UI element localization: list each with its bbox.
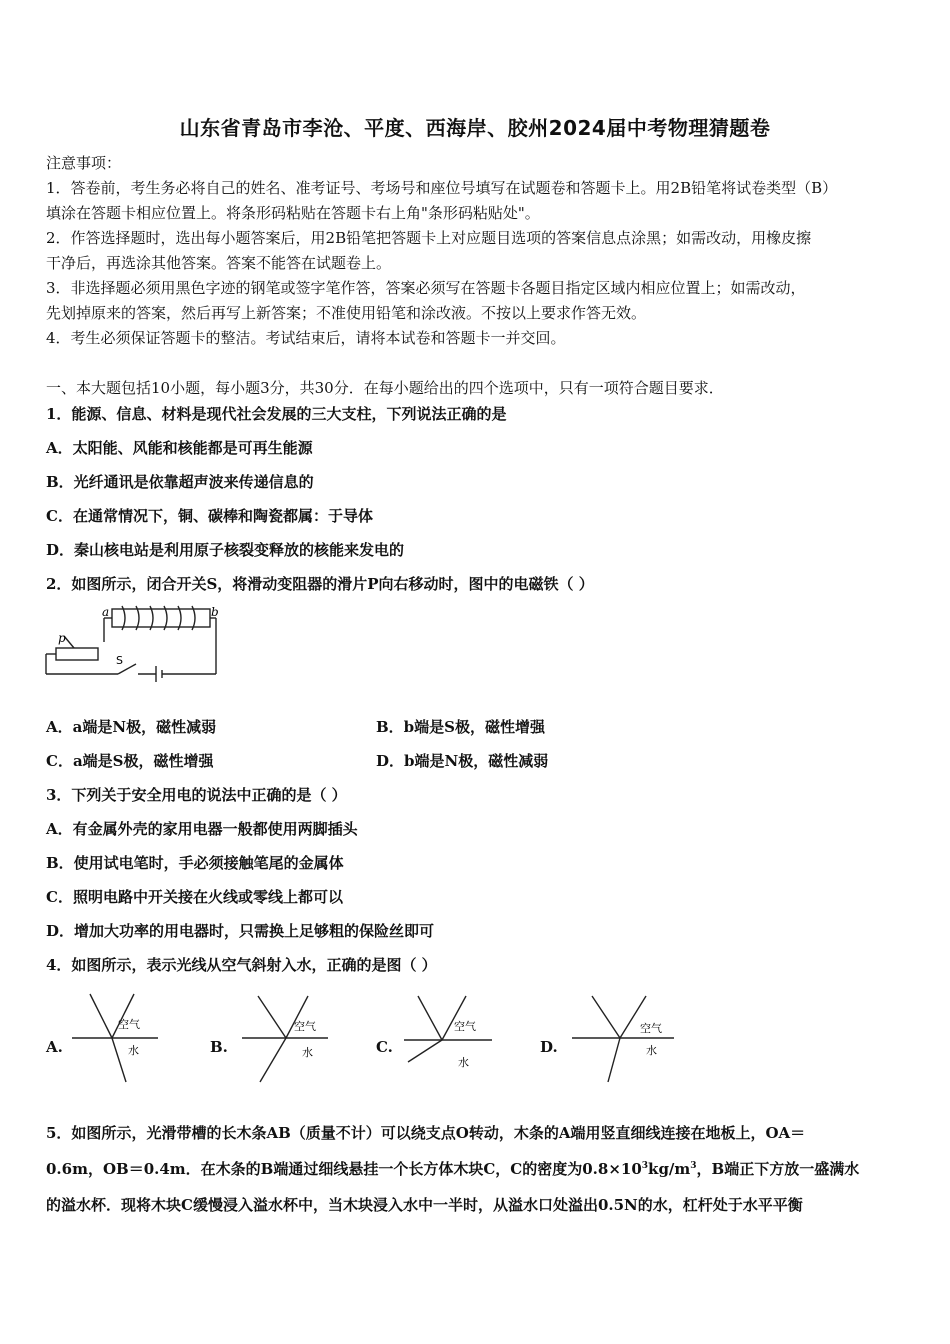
question-5-line2: [46, 1158, 908, 1179]
electromagnet-circuit-figure: [44, 602, 224, 692]
label-p: p: [58, 631, 66, 645]
refraction-figure-a: [72, 990, 162, 1086]
notice-heading: 注意事项：: [46, 154, 122, 172]
q3-option-d: D．增加大功率的用电器时，只需换上足够粗的保险丝即可: [46, 922, 435, 940]
air-label: 空气: [118, 1018, 140, 1031]
notice-line: 4．考生必须保证答题卡的整洁。考试结束后，请将本试卷和答题卡一并交回。: [46, 329, 566, 347]
refraction-figure-b: [236, 990, 332, 1086]
q3-option-a: A．有金属外壳的家用电器一般都使用两脚插头: [46, 820, 358, 838]
q4-choice-c: C.: [376, 1038, 393, 1056]
water-label: 水: [458, 1056, 469, 1069]
question-3-stem: 3．下列关于安全用电的说法中正确的是（ ）: [46, 786, 347, 804]
notice-line: 2．作答选择题时，选出每小题答案后，用2B铅笔把答题卡上对应题目选项的答案信息点涂黑；如需改动，用橡皮擦: [46, 229, 812, 247]
q2-option-d: D．b端是N极，磁性减弱: [376, 752, 549, 770]
air-label: 空气: [640, 1022, 662, 1035]
q2-option-b: B．b端是S极，磁性增强: [376, 718, 545, 736]
q1-option-b: B．光纤通讯是依靠超声波来传递信息的: [46, 473, 314, 491]
q5-exponent: 3: [641, 1161, 649, 1171]
water-label: 水: [128, 1044, 139, 1057]
refraction-figure-d: [570, 990, 680, 1086]
refraction-figure-c: [400, 990, 496, 1086]
page-title: 山东省青岛市李沧、平度、西海岸、胶州2024届中考物理猜题卷: [179, 116, 771, 140]
notice-line: 填涂在答题卡相应位置上。将条形码粘贴在答题卡右上角"条形码粘贴处"。: [46, 204, 540, 222]
q4-choice-a: A.: [46, 1038, 63, 1056]
question-5-line3: 的溢水杯．现将木块C缓慢浸入溢水杯中，当木块浸入水中一半时，从溢水口处溢出0.5N的水，杠杆处于水平平衡: [46, 1196, 803, 1214]
notice-line: 干净后，再选涂其他答案。答案不能答在试题卷上。: [46, 254, 392, 272]
notice-line: 3．非选择题必须用黑色字迹的钢笔或签字笔作答，答案必须写在答题卡各题目指定区域内相应位置上；如需改动，: [46, 279, 806, 297]
question-5-line1: 5．如图所示，光滑带槽的长木条AB（质量不计）可以绕支点O转动，木条的A端用竖直细线连接在地板上，OA＝: [46, 1124, 806, 1142]
q1-option-a: A．太阳能、风能和核能都是可再生能源: [46, 439, 313, 457]
section-heading: 一、本大题包括10小题，每小题3分，共30分．在每小题给出的四个选项中，只有一项符合题目要求．: [46, 379, 724, 397]
notice-line: 1．答卷前，考生务必将自己的姓名、准考证号、考场号和座位号填写在试题卷和答题卡上。用2B铅笔将试卷类型（B）: [46, 179, 838, 197]
q2-option-c: C．a端是S极，磁性增强: [46, 752, 214, 770]
q1-option-d: D．秦山核电站是利用原子核裂变释放的核能来发电的: [46, 541, 405, 559]
q5-line2-part2: ，B端正下方放一盛满水: [696, 1160, 860, 1178]
label-a: a: [102, 605, 110, 619]
q5-line2-part1: 0.6m，OB＝0.4m．在木条的B端通过细线悬挂一个长方体木块C，C的密度为0.8×10: [46, 1160, 642, 1178]
notice-line: 先划掉原来的答案，然后再写上新答案；不准使用铅笔和涂改液。不按以上要求作答无效。: [46, 304, 647, 322]
q5-unit-exponent: 3: [690, 1161, 697, 1171]
water-label: 水: [302, 1046, 313, 1059]
q4-choice-d: D.: [540, 1038, 558, 1056]
q3-option-b: B．使用试电笔时，手必须接触笔尾的金属体: [46, 854, 344, 872]
question-1-stem: 1．能源、信息、材料是现代社会发展的三大支柱，下列说法正确的是: [46, 405, 507, 423]
label-s: S: [116, 654, 123, 667]
label-b: b: [211, 605, 219, 619]
question-2-stem: 2．如图所示，闭合开关S，将滑动变阻器的滑片P向右移动时，图中的电磁铁（ ）: [46, 575, 594, 593]
question-4-stem: 4．如图所示，表示光线从空气斜射入水，正确的是图（ ）: [46, 956, 437, 974]
q5-line2-unit: kg/m: [648, 1160, 691, 1178]
q3-option-c: C．照明电路中开关接在火线或零线上都可以: [46, 888, 343, 906]
q1-option-c: C．在通常情况下，铜、碳棒和陶瓷都属：于导体: [46, 507, 373, 525]
q4-choice-b: B.: [210, 1038, 228, 1056]
q2-option-a: A．a端是N极，磁性减弱: [46, 718, 217, 736]
air-label: 空气: [454, 1020, 476, 1033]
air-label: 空气: [294, 1020, 316, 1033]
water-label: 水: [646, 1044, 657, 1057]
